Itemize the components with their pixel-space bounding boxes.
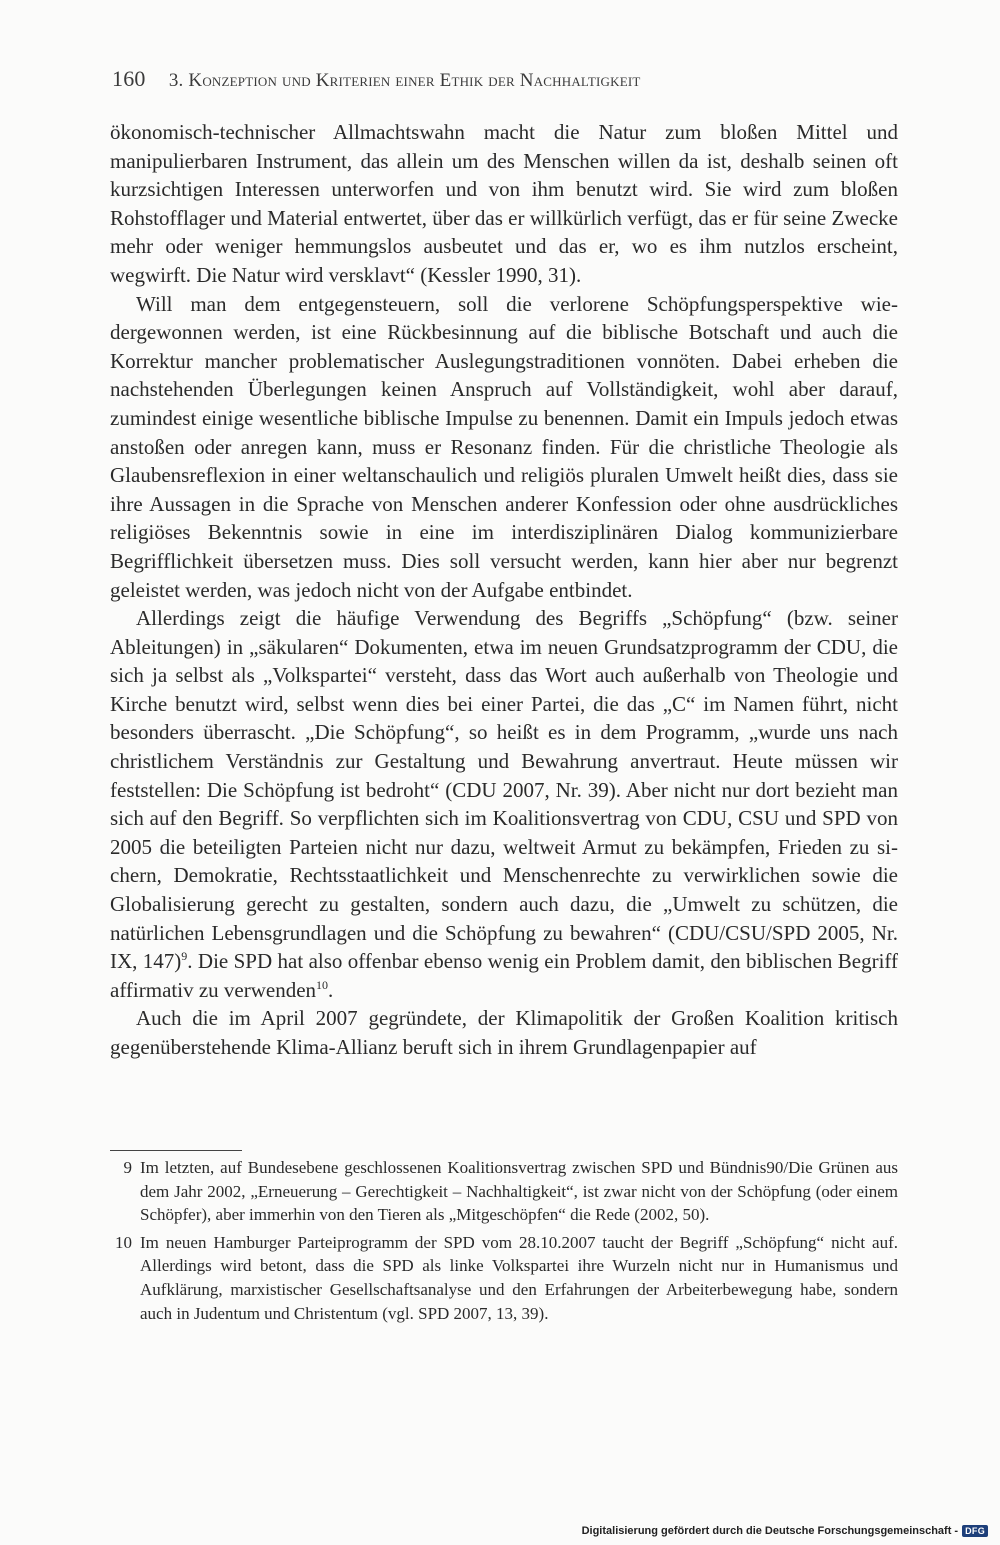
footnote-ref-10[interactable]: 10 <box>316 977 329 992</box>
footnote-text: Im neuen Hamburger Parteiprogramm der SPD vom 28.10.2007 taucht der Begriff „Schöpfung“ nicht auf. Allerdings wird betont, dass die SPD als linke Volkspartei ihre Wurzeln nicht nur in Humanismus und Aufklärung, marxistischer Gesellschaftsanalyse und den Erfahrungen der Arbeiterbewegung habe, sondern auch in Judentum und Christentum (vgl. SPD 2007, 13, 39). <box>140 1232 898 1323</box>
paragraph-1: ökonomisch-technischer Allmachtswahn macht die Natur zum bloßen Mittel und manipulierbaren Instrument, das allein um des Menschen willen da ist, deshalb seinen oft kurzsichtigen Interessen unterworfen und von ihm benutzt wird. Sie wird zum bloßen Rohstofflager und Material entwertet, über das er willkürlich verfügt, das er für seine Zwecke mehr oder weniger hemmungslos ausbeutet und das er, wo es ihm nutzlos erscheint, wegwirft. Die Natur wird versklavt“ (Kessler 1990, 31). <box>110 120 898 287</box>
paragraph-3-part-2: . Die SPD hat also offenbar ebenso wenig ein Problem damit, den biblischen Begriff affirmativ zu verwenden <box>110 949 899 1002</box>
paragraph-2: Will man dem entgegensteuern, soll die verlorene Schöpfungsperspektive wiedergewonnen werden, ist eine Rückbesinnung auf die biblische Botschaft und auch die Korrektur mancher problematischer Auslegungstraditionen vonnöten. Dabei erheben die nachstehenden Überlegungen keinen Anspruch auf Vollständigkeit, wohl aber darauf, zumindest einige wesentliche biblische Impulse zu benennen. Damit ein Impuls jedoch etwas anstoßen oder anregen kann, muss er Resonanz finden. Für die christliche Theologie als Glaubensreflexion in einer weltanschaulich und religiös pluralen Umwelt heißt dies, dass sie ihre Aussagen in die Sprache von Menschen anderer Konfession oder ohne ausdrückliches religiöses Bekenntnis sowie in eine im interdisziplinären Dialog kommunizierbare Begrifflichkeit übersetzen muss. Dies soll versucht werden, kann hier aber nur begrenzt geleistet werden, was jedoch nicht von der Aufgabe entbindet. <box>110 291 898 602</box>
page-number: 160 <box>112 66 146 91</box>
footnote-ref-9[interactable]: 9 <box>181 949 188 964</box>
paragraph-3: Allerdings zeigt die häufige Verwendung des Begriffs „Schöpfung“ (bzw. seiner Ableitungen) in „säkularen“ Dokumenten, etwa im neuen Grundsatzprogramm der CDU, die sich ja selbst als „Volkspartei“ versteht, dass das Wort auch außerhalb von Theologie und Kirche benutzt wird, selbst wenn dies bei einer Partei, die das „C“ im Namen führt, nicht besonders überrascht. „Die Schöpfung“, so heißt es in dem Programm, „wurde uns nach christlichem Verständnis zur Gestaltung und Bewahrung anvertraut. Heute müssen wir feststellen: Die Schöpfung ist bedroht“ (CDU 2007, Nr. 39). Aber nicht nur dort bezieht man sich auf den Begriff. So verpflichten sich im Koalitionsvertrag von CDU, CSU und SPD von 2005 die beteiligten Parteien nicht nur dazu, weltweit Armut zu bekämpfen, Frieden zu sichern, Demokratie, Rechtsstaatlichkeit und Menschenrechte zu verwirklichen sowie die Globalisierung gerecht zu gestalten, sondern auch dazu, die „Umwelt zu schützen, die natürlichen Lebensgrundlagen und die Schöpfung zu bewahren“ (CDU/CSU/SPD 2005, Nr. IX, 147)$^9$. Die SPD hat also offenbar ebenso wenig ein Problem damit, den biblischen Begriff affirmativ zu verwenden$^{10}$. <box>110 606 899 1002</box>
footnote-text: Im letzten, auf Bundesebene geschlossenen Koalitionsvertrag zwischen SPD und Bündnis90/Die Grünen aus dem Jahr 2002, „Erneuerung – Gerechtigkeit – Nachhaltigkeit“, ist zwar nicht von der Schöpfung (oder einem Schöpfer), aber immerhin von den Tieren als „Mitgeschöpfen“ die Rede (2002, 50). <box>140 1158 898 1225</box>
footnote-9 <box>110 1156 898 1227</box>
digitization-credit <box>582 1525 988 1537</box>
footnotes <box>110 1156 898 1329</box>
credit-text: Digitalisierung gefördert durch die Deutsche Forschungsgemeinschaft - <box>581 1525 959 1537</box>
footnote-divider <box>110 1150 242 1151</box>
footnote-number: 10 <box>115 1232 132 1252</box>
paragraph-3-part-1: Allerdings zeigt die häufige Verwendung des Begriffs „Schöpfung“ (bzw. seiner Ableitungen) in „säkularen“ Dokumenten, etwa im neuen Grundsatzprogramm der CDU, die sich ja selbst als „Volkspartei“ versteht, dass das Wort auch außerhalb von Theologie und Kirche benutzt wird, selbst wenn dies bei einer Partei, die das „C“ im Namen führt, nicht besonders überrascht. „Die Schöpfung“, so heißt es in dem Programm, „wurde uns nach christlichem Verständnis zur Gestaltung und Bewahrung anvertraut. Heute müssen wir feststellen: Die Schöpfung ist bedroht“ (CDU 2007, Nr. 39). Aber nicht nur dort bezieht man sich auf den Begriff. So verpflichten sich im Koalitionsvertrag von CDU, CSU und SPD von 2005 die beteiligten Parteien nicht nur dazu, weltweit Armut zu bekämpfen, Frieden zu sichern, Demokratie, Rechtsstaatlichkeit und Menschenrechte zu verwirklichen sowie die Globalisierung gerecht zu gestalten, sondern auch dazu, die „Umwelt zu schützen, die natürlichen Lebensgrundlagen und die Schöpfung zu bewahren“ (CDU/CSU/SPD 2005, Nr. IX, 147) <box>110 606 898 974</box>
dfg-logo-icon: DFG <box>962 1525 988 1537</box>
paragraph-4: Auch die im April 2007 gegründete, der Klimapolitik der Großen Koalition kritisch gegenüberstehende Klima-Allianz beruft sich in ihrem Grundlagenpapier auf <box>110 1006 898 1059</box>
body-text <box>110 118 898 1062</box>
footnote-number: 9 <box>123 1158 132 1177</box>
footnote-10 <box>110 1231 898 1325</box>
running-head <box>112 66 902 96</box>
section-title: 3. Konzeption und Kriterien einer Ethik der Nachhaltigkeit <box>168 70 641 91</box>
